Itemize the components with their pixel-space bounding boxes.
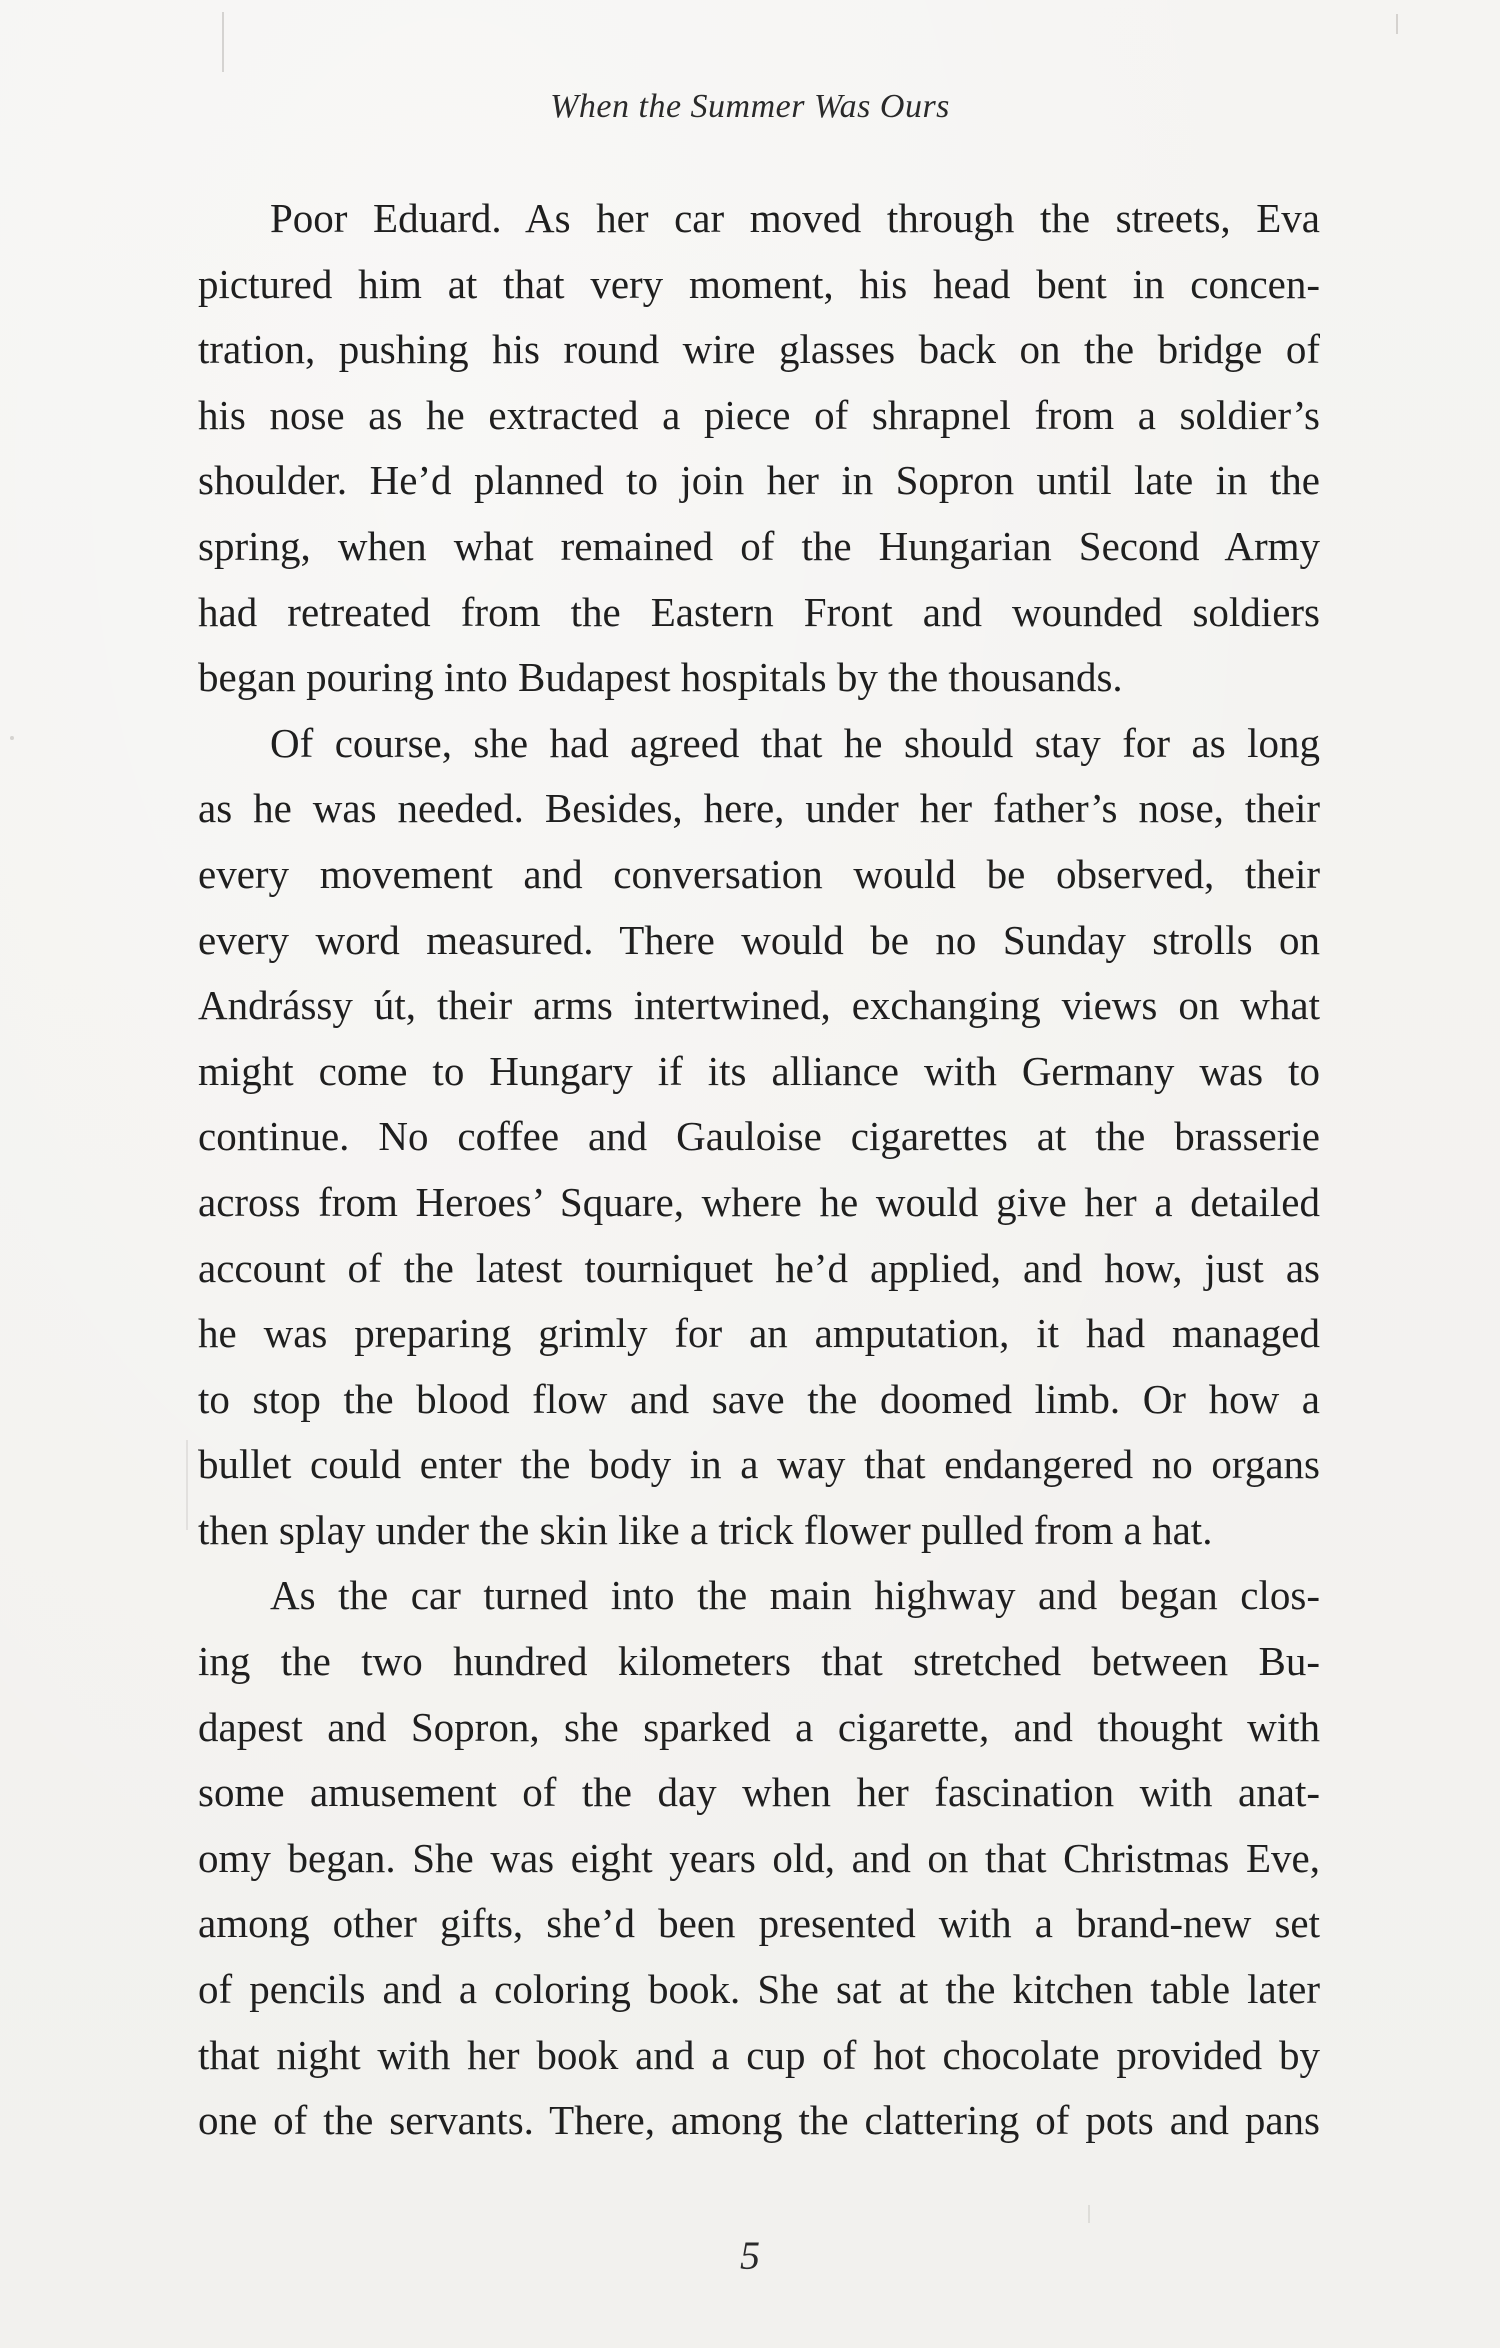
text-line: bullet could enter the body in a way that endangered no organs <box>198 1441 1320 1488</box>
paper-speck <box>222 12 224 72</box>
paper-speck <box>1396 14 1398 34</box>
text-line: to stop the blood flow and save the doomed limb. Or how a <box>198 1375 1320 1422</box>
text-line: spring, when what remained of the Hungarian Second Army <box>198 522 1320 569</box>
text-line: Andrássy út, their arms intertwined, exchanging views on what <box>198 982 1320 1029</box>
text-line: that night with her book and a cup of hot chocolate provided by <box>198 2031 1320 2078</box>
text-line: omy began. She was eight years old, and on that Christmas Eve, <box>198 1834 1320 1881</box>
text-line: might come to Hungary if its alliance with Germany was to <box>198 1047 1320 1094</box>
text-line: as he was needed. Besides, here, under her father’s nose, their <box>198 785 1320 832</box>
text-line: dapest and Sopron, she sparked a cigarette, and thought with <box>198 1703 1320 1750</box>
paper-speck <box>186 1440 188 1530</box>
text-line: he was preparing grimly for an amputation, it had managed <box>198 1310 1320 1357</box>
paper-speck <box>10 736 14 740</box>
text-line: every movement and conversation would be observed, their <box>198 850 1320 897</box>
text-line: then splay under the skin like a trick flower pulled from a hat. <box>198 1506 1213 1553</box>
text-line: ing the two hundred kilometers that stretched between Bu- <box>198 1638 1320 1685</box>
text-line: among other gifts, she’d been presented with a brand-new set <box>198 1900 1320 1947</box>
text-line: account of the latest tourniquet he’d applied, and how, just as <box>198 1244 1320 1291</box>
text-line: began pouring into Budapest hospitals by the thousands. <box>198 654 1123 701</box>
body-text <box>198 186 1320 2154</box>
text-line: his nose as he extracted a piece of shrapnel from a soldier’s <box>198 391 1320 438</box>
text-line: one of the servants. There, among the clattering of pots and pans <box>198 2097 1320 2144</box>
text-line: some amusement of the day when her fascination with anat- <box>198 1769 1320 1816</box>
text-line: continue. No coffee and Gauloise cigarettes at the brasserie <box>198 1113 1320 1160</box>
text-line: Of course, she had agreed that he should stay for as long <box>270 719 1320 766</box>
running-head-title: When the Summer Was Ours <box>550 88 950 125</box>
text-line: Poor Eduard. As her car moved through the streets, Eva <box>270 195 1320 241</box>
text-line: across from Heroes’ Square, where he would give her a detailed <box>198 1178 1320 1225</box>
text-line: As the car turned into the main highway and began clos- <box>270 1572 1320 1619</box>
paper-speck <box>1088 2205 1090 2223</box>
text-line: tration, pushing his round wire glasses back on the bridge of <box>198 326 1320 373</box>
page-number: 5 <box>740 2233 760 2278</box>
text-line: pictured him at that very moment, his head bent in concen- <box>198 260 1320 307</box>
text-line: every word measured. There would be no Sunday strolls on <box>198 916 1320 963</box>
text-line: of pencils and a coloring book. She sat at the kitchen table later <box>198 1966 1320 2013</box>
text-line: shoulder. He’d planned to join her in Sopron until late in the <box>198 457 1320 504</box>
text-line: had retreated from the Eastern Front and wounded soldiers <box>198 588 1320 635</box>
